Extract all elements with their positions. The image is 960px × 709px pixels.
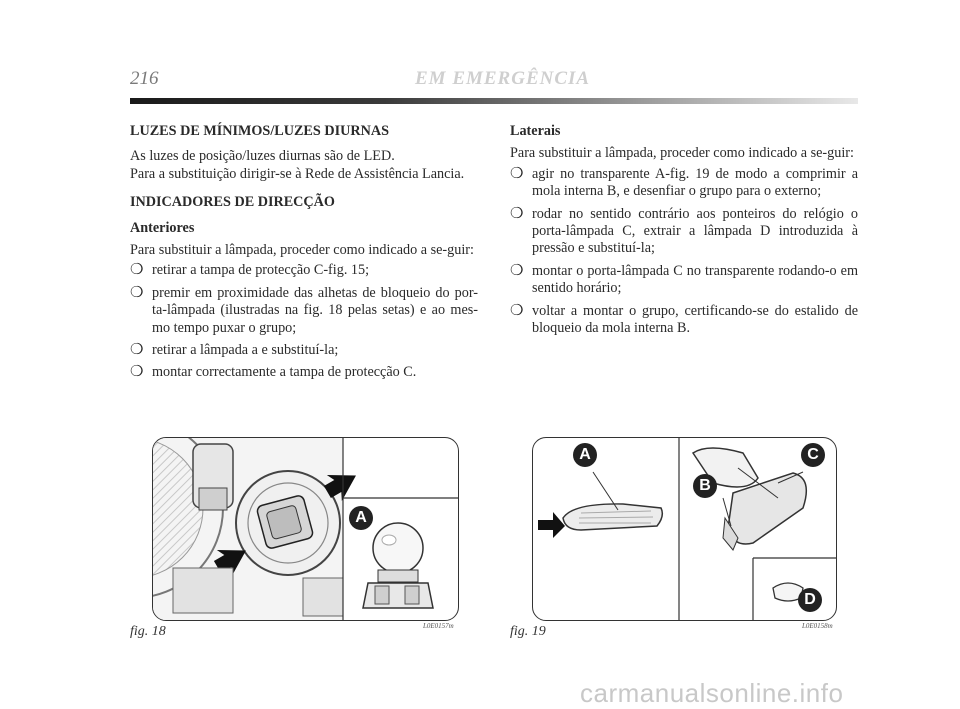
bullet-icon: ❍ — [130, 284, 144, 301]
list-item: ❍ agir no transparente A-fig. 19 de modo a comprimir a mola interna B, e desenfiar o grupo para o externo; — [510, 165, 858, 200]
figure-18-illustration — [152, 437, 459, 621]
right-column — [510, 123, 858, 342]
header-rule — [130, 98, 858, 104]
label-a-badge: A — [573, 443, 597, 467]
page-number: 216 — [130, 68, 159, 89]
list-item: ❍ voltar a montar o grupo, certificando-se do estalido de bloqueio da mola interna B. — [510, 302, 858, 337]
intro-anteriores: Para substituir a lâmpada, proceder como indicado a se-guir: — [130, 242, 474, 259]
bullet-icon: ❍ — [510, 302, 524, 319]
heading-indicadores: INDICADORES DE DIRECÇÃO — [130, 194, 335, 211]
list-item: ❍ premir em proximidade das alhetas de bloqueio do por-ta-lâmpada (ilustradas na fig. 18 pelas setas) e ao mes-mo tempo puxar o grupo; — [130, 284, 478, 336]
headlamp-illustration — [153, 438, 458, 620]
bullet-icon: ❍ — [130, 364, 144, 381]
label-d-badge: D — [798, 588, 822, 612]
left-column — [130, 123, 478, 387]
bullet-icon: ❍ — [130, 342, 144, 359]
list-anteriores — [130, 262, 478, 381]
label-a-badge: A — [349, 506, 373, 530]
figure-19-caption: fig. 19 — [510, 624, 546, 639]
subheading-laterais: Laterais — [510, 123, 561, 139]
bullet-icon: ❍ — [510, 262, 524, 279]
subheading-anteriores: Anteriores — [130, 219, 195, 236]
figure-18-caption: fig. 18 — [130, 624, 166, 639]
intro-laterais: Para substituir a lâmpada, proceder como indicado a se-guir: — [510, 145, 854, 162]
list-item: ❍ montar o porta-lâmpada C no transparente rodando-o em sentido horário; — [510, 262, 858, 297]
watermark: carmanualsonline.info — [580, 678, 844, 708]
figure-19-illustration — [532, 437, 837, 621]
section-title: EM EMERGÊNCIA — [415, 68, 591, 89]
list-item: ❍ montar correctamente a tampa de protecção C. — [130, 364, 417, 381]
bullet-icon: ❍ — [510, 205, 524, 222]
list-item: ❍ rodar no sentido contrário aos ponteiros do relógio o porta-lâmpada C, extrair a lâmpada D introduzida à pressão e substituí-la; — [510, 205, 858, 257]
list-laterais — [510, 166, 858, 338]
list-item: ❍ retirar a lâmpada a e substituí-la; — [130, 342, 339, 359]
heading-luzes-minimos: LUZES DE MÍNIMOS/LUZES DIURNAS — [130, 123, 389, 139]
bullet-icon: ❍ — [130, 262, 144, 279]
paragraph-led: As luzes de posição/luzes diurnas são de LED. — [130, 148, 395, 165]
label-b-badge: B — [693, 474, 717, 498]
list-item: ❍ retirar a tampa de protecção C-fig. 15; — [130, 262, 370, 279]
label-c-badge: C — [801, 443, 825, 467]
bullet-icon: ❍ — [510, 165, 524, 182]
paragraph-assistencia: Para a substituição dirigir-se à Rede de Assistência Lancia. — [130, 165, 465, 182]
figure-19-code: L0E0158m — [802, 622, 833, 630]
figure-18-code: L0E0157m — [423, 622, 454, 630]
